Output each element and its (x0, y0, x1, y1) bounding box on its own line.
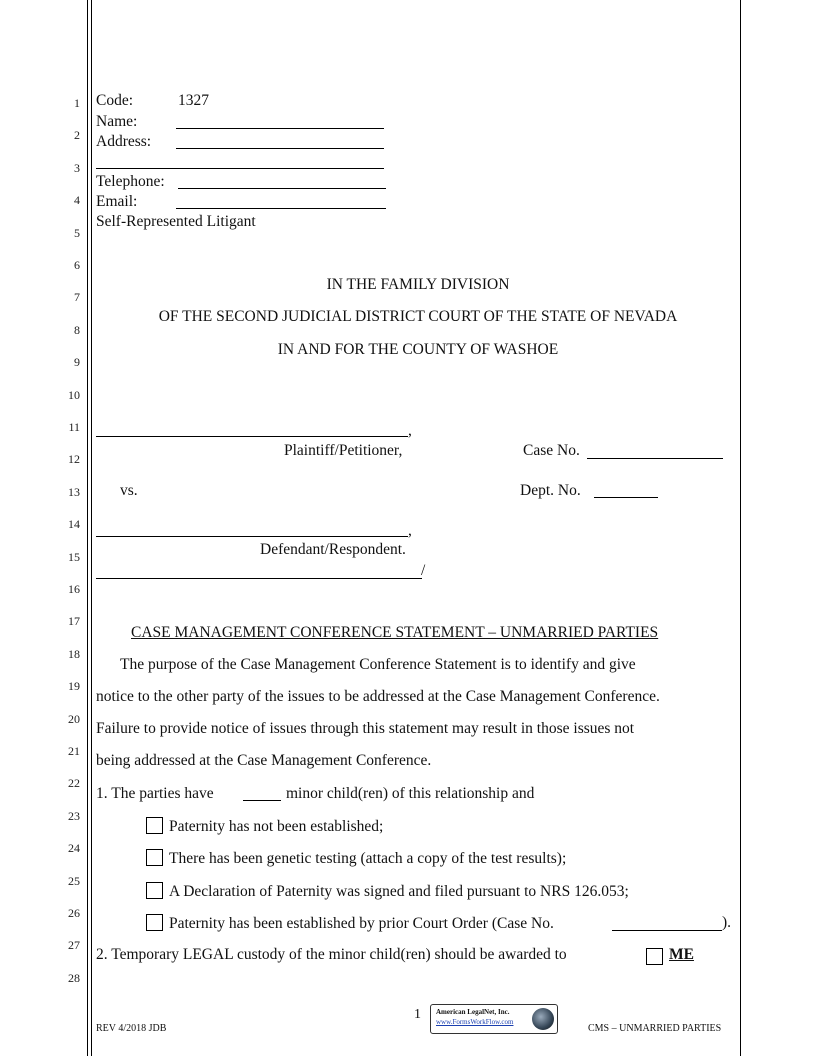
line-number: 22 (68, 776, 80, 791)
checkbox[interactable] (146, 817, 163, 834)
item-2-text: 2. Temporary LEGAL custody of the minor child(ren) should be awarded to (96, 946, 567, 963)
caption-slash: / (421, 562, 426, 579)
name-field[interactable] (176, 128, 384, 129)
revision-label: REV 4/2018 JDB (96, 1023, 167, 1034)
dept-number-field[interactable] (594, 497, 658, 498)
option-genetic-testing[interactable] (146, 849, 566, 868)
plaintiff-name-field[interactable] (96, 436, 408, 437)
checkbox[interactable] (146, 914, 163, 931)
legal-custody-me-checkbox[interactable] (646, 948, 663, 965)
checkbox[interactable] (146, 882, 163, 899)
court-heading-line-3: IN AND FOR THE COUNTY OF WASHOE (277, 341, 559, 358)
line-number: 19 (68, 679, 80, 694)
intro-line-2: notice to the other party of the issues to be addressed at the Case Management Conference. (96, 688, 660, 705)
self-represented-label: Self-Represented Litigant (96, 213, 256, 230)
option-label: A Declaration of Paternity was signed and filed pursuant to NRS 126.053; (169, 883, 629, 900)
form-short-title: CMS – UNMARRIED PARTIES (588, 1023, 722, 1034)
court-heading-line-1: IN THE FAMILY DIVISION (326, 276, 510, 293)
line-number: 2 (74, 128, 80, 143)
line-number: 27 (68, 938, 80, 953)
address-label: Address: (96, 133, 152, 150)
left-margin-line-inner (91, 0, 92, 1056)
defendant-name-field[interactable] (96, 536, 408, 537)
document-title: CASE MANAGEMENT CONFERENCE STATEMENT – UNMARRIED PARTIES (131, 624, 659, 641)
line-number: 23 (68, 808, 80, 823)
line-number: 17 (68, 614, 80, 629)
code-value: 1327 (178, 92, 209, 109)
line-number: 9 (74, 355, 80, 370)
right-margin-line (740, 0, 741, 1056)
item-1-text-before: 1. The parties have (96, 785, 214, 802)
line-number: 6 (74, 258, 80, 272)
line-number: 26 (68, 906, 80, 920)
line-number: 14 (68, 517, 80, 532)
prior-case-number-field[interactable] (612, 930, 722, 931)
code-label: Code: (96, 92, 134, 109)
line-number: 5 (74, 225, 80, 240)
court-heading-line-2: OF THE SECOND JUDICIAL DISTRICT COURT OF THE STATE OF NEVADA (158, 308, 678, 325)
address-field-line-2[interactable] (96, 168, 384, 169)
line-number: 11 (68, 420, 80, 434)
logo-company-name: American LegalNet, Inc. (436, 1008, 510, 1016)
line-number: 1 (74, 96, 80, 110)
line-number: 15 (68, 549, 80, 564)
plaintiff-comma: , (408, 422, 412, 439)
line-number: 28 (68, 970, 80, 985)
option-label: Paternity has been established by prior Court Order (Case No. (169, 915, 554, 932)
line-number: 12 (68, 452, 80, 467)
telephone-field[interactable] (178, 188, 386, 189)
line-number: 24 (68, 841, 80, 856)
intro-line-1: The purpose of the Case Management Conference Statement is to identify and give (120, 656, 636, 673)
line-number: 18 (68, 646, 80, 661)
defendant-label: Defendant/Respondent. (260, 541, 406, 558)
caption-closing-line (96, 578, 422, 579)
item-1-text-after: minor child(ren) of this relationship and (286, 785, 535, 802)
defendant-comma: , (408, 522, 412, 539)
versus-label: vs. (120, 482, 138, 499)
option-label: Paternity has not been established; (169, 818, 384, 835)
page-number: 1 (414, 1007, 421, 1022)
line-number: 21 (68, 744, 80, 758)
option-declaration-of-paternity[interactable] (146, 882, 629, 901)
dept-number-label: Dept. No. (520, 482, 581, 499)
line-number: 16 (68, 582, 80, 596)
line-number: 10 (68, 387, 80, 402)
line-number: 8 (74, 322, 80, 337)
telephone-label: Telephone: (96, 173, 165, 190)
intro-line-4: being addressed at the Case Management Conference. (96, 752, 432, 769)
line-number: 13 (68, 484, 80, 499)
logo-website-link[interactable]: www.FormsWorkFlow.com (436, 1018, 514, 1026)
line-number: 25 (68, 873, 80, 888)
line-number: 7 (74, 290, 80, 305)
email-label: Email: (96, 193, 138, 210)
case-number-label: Case No. (523, 442, 580, 459)
plaintiff-label: Plaintiff/Petitioner, (284, 442, 403, 459)
email-field[interactable] (176, 208, 386, 209)
number-of-children-field[interactable] (243, 800, 281, 801)
checkbox[interactable] (146, 849, 163, 866)
name-label: Name: (96, 113, 138, 130)
legal-custody-me-label: ME (669, 946, 694, 963)
line-number: 3 (74, 160, 80, 175)
option-paternity-not-established[interactable] (146, 817, 383, 836)
line-number: 20 (68, 711, 80, 726)
globe-icon (532, 1008, 554, 1030)
left-margin-line-outer (87, 0, 88, 1056)
address-field[interactable] (176, 148, 384, 149)
american-legalnet-logo (430, 1004, 558, 1034)
intro-line-3: Failure to provide notice of issues through this statement may result in those issues not (96, 720, 635, 737)
case-number-field[interactable] (587, 458, 723, 459)
option-label: There has been genetic testing (attach a copy of the test results); (169, 850, 567, 867)
option-prior-court-order[interactable] (146, 914, 554, 933)
option-prior-court-order-close: ). (722, 914, 732, 931)
line-number: 4 (74, 193, 80, 208)
